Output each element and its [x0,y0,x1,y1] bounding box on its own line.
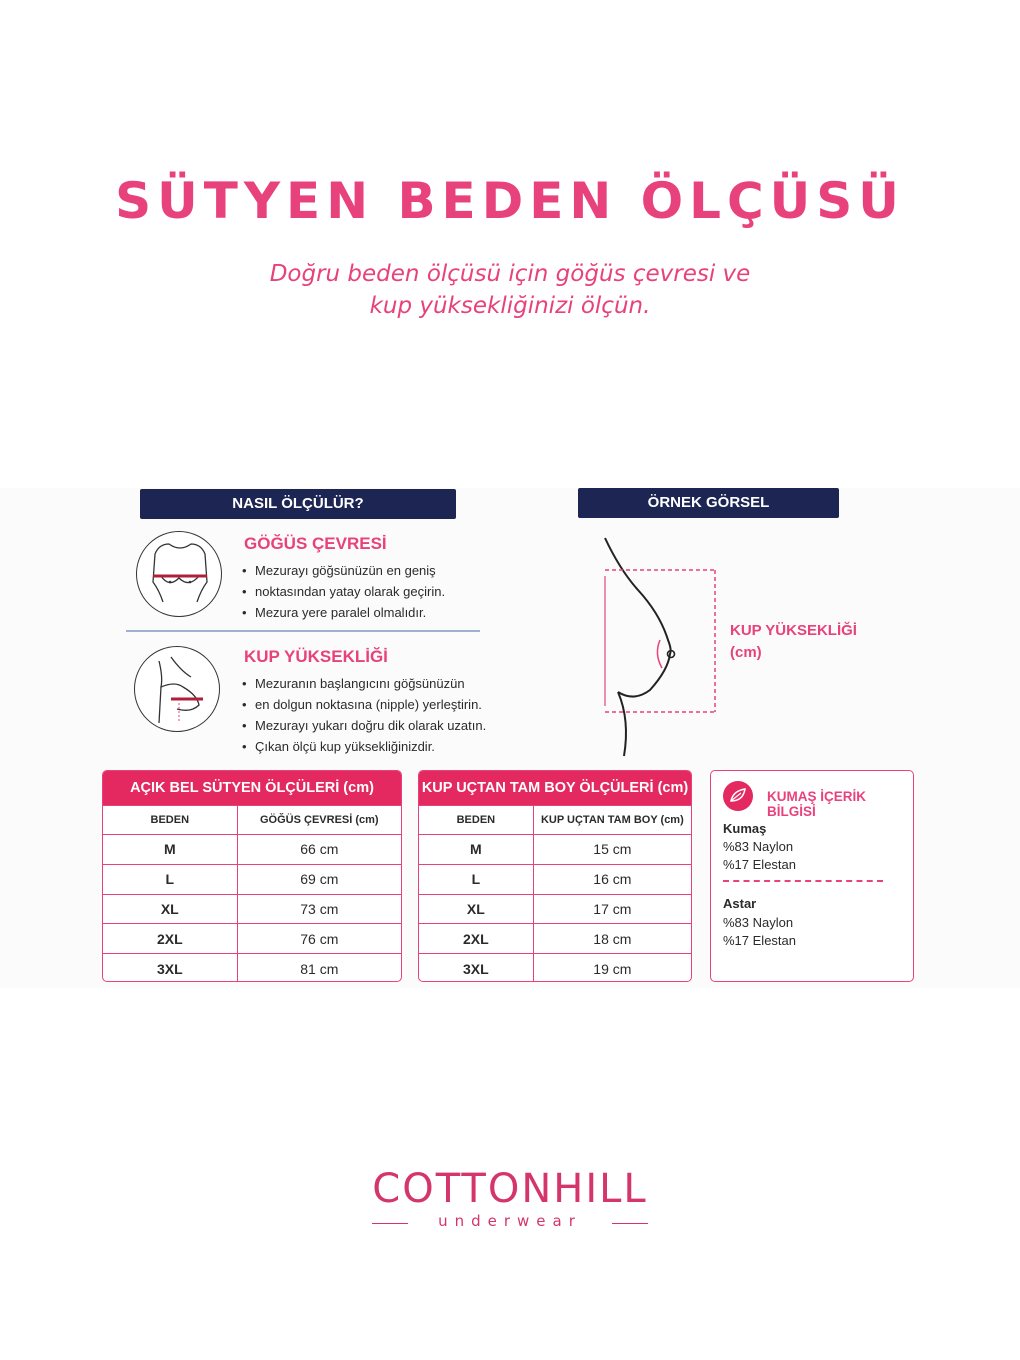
table-header-row [103,806,401,835]
value-cell: 19 cm [533,954,691,982]
value-cell: 69 cm [237,864,401,894]
value-cell: 17 cm [533,894,691,924]
cup-height-label-line-1: KUP YÜKSEKLİĞİ [730,622,857,639]
table-row [419,864,691,894]
fabric-lining-line-2: %17 Elestan [723,933,796,948]
subtitle-line-2: kup yüksekliğinizi ölçün. [369,293,651,319]
table-row [103,894,401,924]
chest-bullet-2: • noktasından yatay olarak geçirin. [242,581,445,602]
chest-bullet-1: • Mezurayı göğsünüzün en geniş [242,560,445,581]
size-cell: 3XL [103,954,237,982]
open-back-table-title: AÇIK BEL SÜTYEN ÖLÇÜLERİ (cm) [103,771,401,805]
page-subtitle [0,258,1020,322]
col-header-cup: KUP UÇTAN TAM BOY (cm) [533,806,691,835]
size-cell: 2XL [419,924,533,954]
fabric-main-line-1: %83 Naylon [723,839,794,854]
subtitle-line-1: Doğru beden ölçüsü için göğüs çevresi ve [269,261,751,287]
cup-section-title: KUP YÜKSEKLİĞİ [244,647,388,666]
size-cell: 3XL [419,954,533,982]
cup-measure-icon [134,646,220,732]
brand-subtitle: underwear [438,1212,582,1230]
cup-instructions [242,673,486,757]
section-divider [126,630,480,632]
fabric-lining-line-1: %83 Naylon [723,915,794,930]
table-row [103,864,401,894]
cup-bullet-2: • en dolgun noktasına (nipple) yerleştirin. [242,694,486,715]
size-cell: 2XL [103,924,237,954]
size-cell: L [103,864,237,894]
sample-heading: ÖRNEK GÖRSEL [578,488,839,518]
table-row [419,924,691,954]
size-cell: XL [419,894,533,924]
cup-size-table [418,770,692,982]
col-header-size: BEDEN [419,806,533,835]
fabric-leaf-icon [723,781,753,811]
size-cell: M [103,835,237,865]
chest-section-title: GÖĞÜS ÇEVRESİ [244,534,387,553]
cup-table-title: KUP UÇTAN TAM BOY ÖLÇÜLERİ (cm) [419,771,691,805]
col-header-size: BEDEN [103,806,237,835]
cup-bullet-1: • Mezuranın başlangıcını göğsünüzün [242,673,486,694]
fabric-main-label: Kumaş [723,821,767,836]
table-header-row [419,806,691,835]
size-cell: M [419,835,533,865]
table-row [419,894,691,924]
value-cell: 73 cm [237,894,401,924]
breast-profile-diagram [580,530,730,767]
cup-bullet-3: • Mezurayı yukarı doğru dik olarak uzatın. [242,715,486,736]
fabric-lining-label: Astar [723,896,757,911]
table-row [103,954,401,982]
table-row [419,954,691,982]
value-cell: 66 cm [237,835,401,865]
size-cell: L [419,864,533,894]
brand-line-right [612,1223,648,1224]
page-title: SÜTYEN BEDEN ÖLÇÜSÜ [115,172,905,230]
table-row [103,835,401,865]
chest-bullet-3: • Mezura yere paralel olmalıdır. [242,602,445,623]
cup-bullet-4: • Çıkan ölçü kup yüksekliğinizdir. [242,736,486,757]
table-row [103,924,401,954]
value-cell: 76 cm [237,924,401,954]
size-cell: XL [103,894,237,924]
chest-instructions [242,560,445,623]
open-back-size-table [102,770,402,982]
fabric-info-title: KUMAŞ İÇERİK BİLGİSİ [767,789,867,819]
value-cell: 18 cm [533,924,691,954]
col-header-chest: GÖĞÜS ÇEVRESİ (cm) [237,806,401,835]
value-cell: 81 cm [237,954,401,982]
cup-height-label-line-2: (cm) [730,644,762,661]
fabric-info-card [710,770,914,982]
fabric-main-line-2: %17 Elestan [723,857,796,872]
fabric-dashed-divider [723,880,883,882]
chest-measure-icon [136,531,222,617]
value-cell: 16 cm [533,864,691,894]
cup-height-label [730,620,857,664]
brand-logo: COTTONHILL [372,1166,648,1212]
how-to-heading: NASIL ÖLÇÜLÜR? [140,489,456,519]
value-cell: 15 cm [533,835,691,865]
table-row [419,835,691,865]
